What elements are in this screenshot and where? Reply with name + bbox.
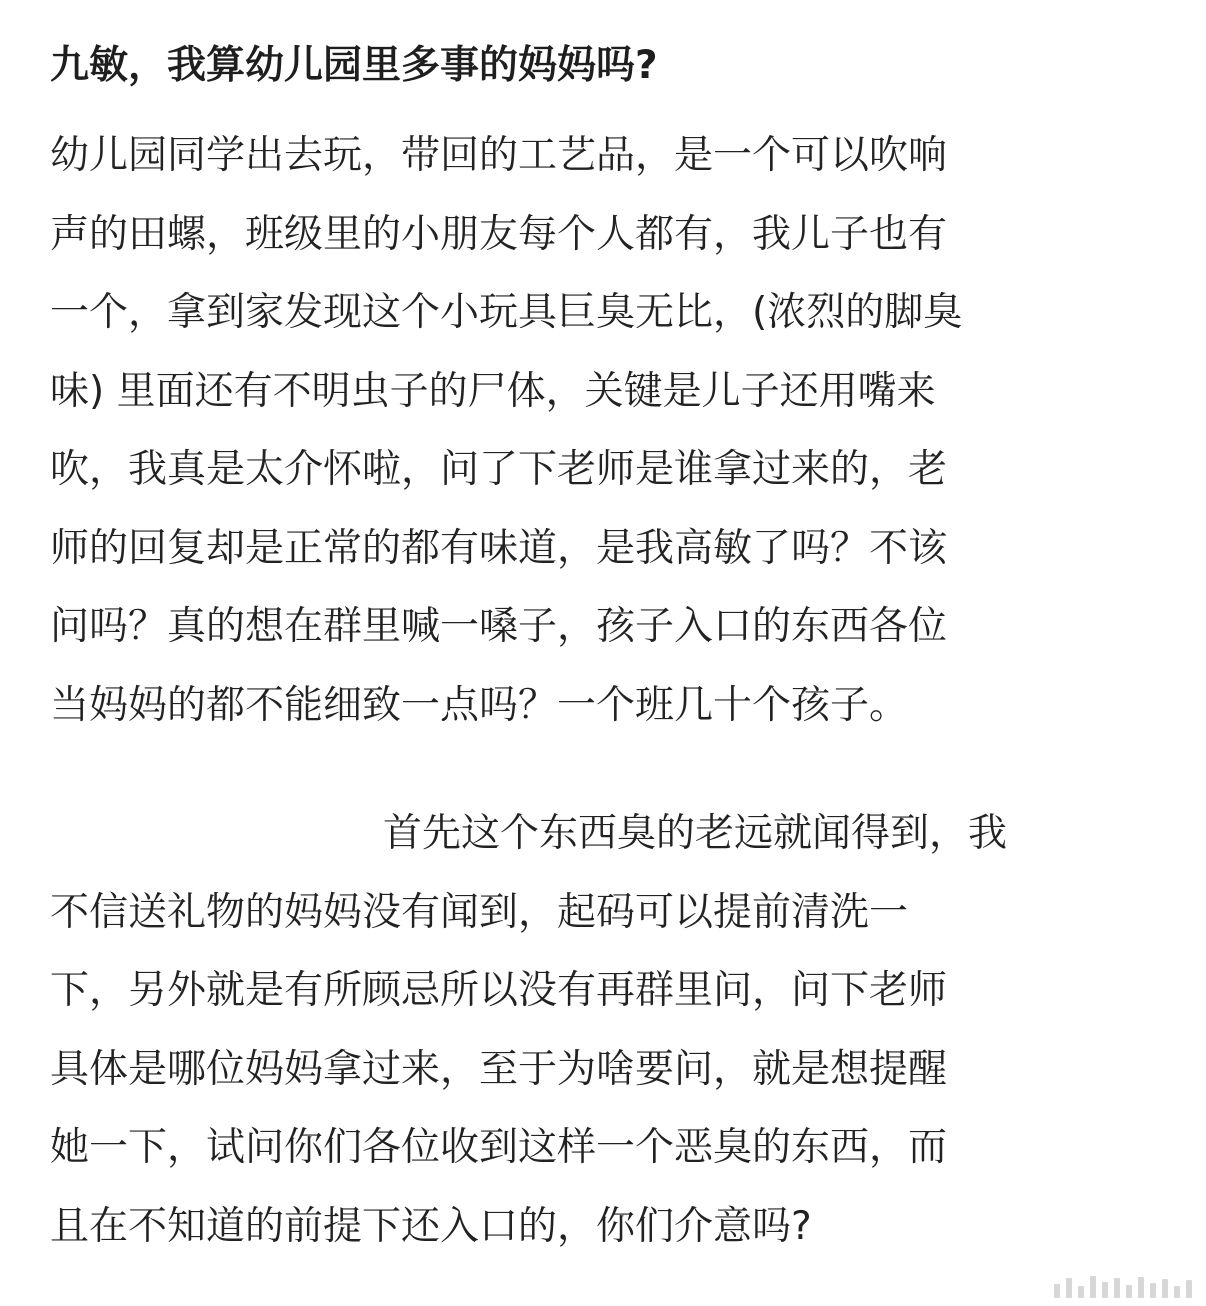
text-line: 下，另外就是有所顾忌所以没有再群里问，问下老师	[50, 968, 948, 1013]
text-line: 一个，拿到家发现这个小玩具巨臭无比，(浓烈的脚臭	[50, 290, 963, 335]
text-line: 她一下，试问你们各位收到这样一个恶臭的东西，而	[50, 1125, 948, 1170]
text-line: 具体是哪位妈妈拿过来，至于为啥要问，就是想提醒	[50, 1046, 948, 1092]
post	[50, 30, 1160, 1266]
text-line: 幼儿园同学出去玩，带回的工艺品，是一个可以吹响	[50, 133, 948, 178]
text-line: 吹，我真是太介怀啦，问了下老师是谁拿过来的，老	[50, 447, 948, 492]
text-line: 不信送礼物的妈妈没有闻到，起码可以提前清洗一	[50, 889, 909, 935]
text-line: 声的田螺，班级里的小朋友每个人都有，我儿子也有	[50, 211, 948, 257]
text-line: 当妈妈的都不能细致一点吗？一个班几十个孩子。	[50, 682, 909, 728]
post-paragraph-1	[50, 117, 1160, 745]
text-line: 且在不知道的前提下还入口的，你们介意吗?	[50, 1203, 812, 1249]
post-paragraph-2	[50, 795, 1160, 1266]
text-line: 首先这个东西臭的老远就闻得到，我	[383, 811, 1008, 856]
post-title: 九敏，我算幼儿园里多事的妈妈吗?	[50, 43, 658, 88]
text-line: 问吗？真的想在群里喊一嗓子，孩子入口的东西各位	[50, 604, 948, 649]
text-line: 味) 里面还有不明虫子的尸体，关键是儿子还用嘴来	[50, 368, 936, 414]
watermark-bars-icon	[1054, 1276, 1192, 1298]
text-line: 师的回复却是正常的都有味道，是我高敏了吗？不该	[50, 525, 948, 571]
